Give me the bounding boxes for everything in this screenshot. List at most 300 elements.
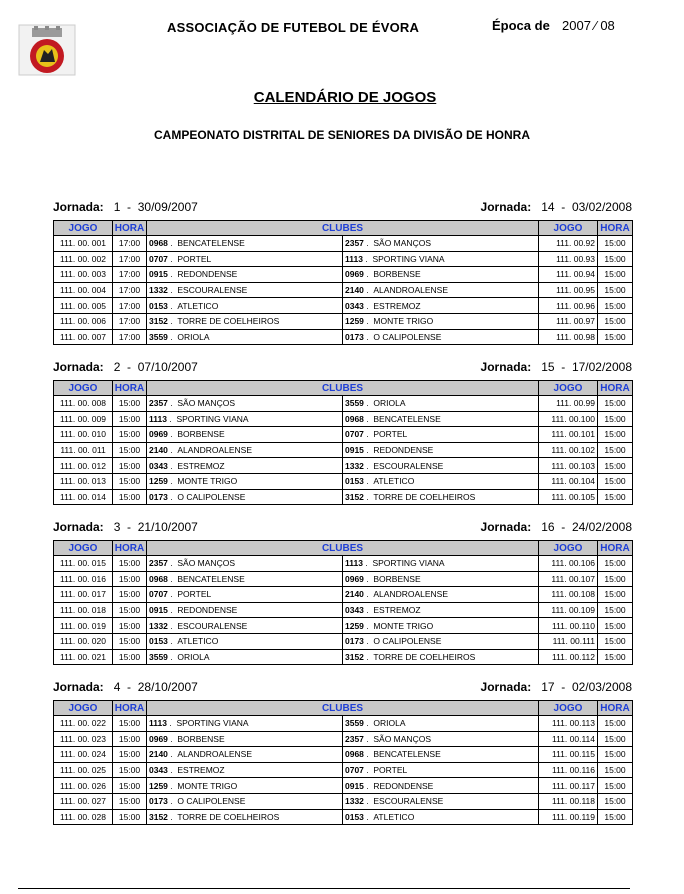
home-team: 1113 . SPORTING VIANA [147, 716, 343, 732]
away-club-code: 3152 [345, 651, 364, 662]
col-header-jogo-return: JOGO [539, 381, 598, 396]
home-club-code: 0968 [149, 573, 168, 584]
return-game-time: 15:00 [598, 329, 633, 345]
game-number: 111. 00. 018 [54, 602, 113, 618]
home-club-name: BENCATELENSE [177, 238, 245, 249]
home-club-code: 2357 [149, 558, 168, 569]
away-club-name: MONTE TRIGO [373, 316, 434, 327]
home-club-code: 0707 [149, 253, 168, 264]
away-team: 0343 . ESTREMOZ [343, 298, 539, 314]
games-table [53, 700, 633, 825]
table-row [54, 282, 633, 298]
jornada-date: 17/02/2008 [571, 360, 632, 374]
jornada-header [53, 200, 632, 220]
away-club-name: ALANDROALENSE [373, 285, 449, 296]
jornada-number: 16 [541, 520, 555, 534]
return-game-number: 111. 00.118 [539, 793, 598, 809]
away-team: 0968 . BENCATELENSE [343, 411, 539, 427]
return-game-number: 111. 00.94 [539, 267, 598, 283]
away-club-code: 0343 [345, 300, 364, 311]
jornada-number: 15 [541, 360, 555, 374]
game-time: 17:00 [113, 329, 147, 345]
home-club-code: 1259 [149, 780, 168, 791]
home-club-code: 0968 [149, 238, 168, 249]
home-team: 0915 . REDONDENSE [147, 267, 343, 283]
game-time: 15:00 [113, 716, 147, 732]
return-game-time: 15:00 [598, 587, 633, 603]
jornada-right: Jornada: 16 - 24/02/2008 [480, 520, 632, 534]
home-club-name: ORIOLA [177, 331, 210, 342]
away-team: 1332 . ESCOURALENSE [343, 793, 539, 809]
jornada-section [53, 520, 632, 665]
jornada-label: Jornada: [480, 200, 532, 214]
away-team: 0153 . ATLETICO [343, 809, 539, 825]
return-game-time: 15:00 [598, 809, 633, 825]
return-game-number: 111. 00.92 [539, 236, 598, 252]
home-team: 0153 . ATLETICO [147, 633, 343, 649]
away-team: 0968 . BENCATELENSE [343, 747, 539, 763]
jornada-number: 3 [113, 520, 121, 534]
table-row [54, 267, 633, 283]
jornada-header [53, 360, 632, 380]
away-club-code: 2140 [345, 285, 364, 296]
home-team: 0173 . O CALIPOLENSE [147, 793, 343, 809]
table-row [54, 442, 633, 458]
return-game-time: 15:00 [598, 793, 633, 809]
home-team: 2140 . ALANDROALENSE [147, 442, 343, 458]
away-team: 3559 . ORIOLA [343, 716, 539, 732]
jornada-date: 07/10/2007 [137, 360, 198, 374]
home-club-code: 3559 [149, 331, 168, 342]
home-club-name: MONTE TRIGO [177, 780, 238, 791]
away-club-name: ESTREMOZ [373, 300, 421, 311]
home-club-name: ORIOLA [177, 651, 210, 662]
return-game-number: 111. 00.93 [539, 251, 598, 267]
away-club-name: SPORTING VIANA [372, 558, 445, 569]
table-row [54, 251, 633, 267]
return-game-time: 15:00 [598, 251, 633, 267]
col-header-hora: HORA [113, 541, 147, 556]
game-time: 15:00 [113, 809, 147, 825]
game-time: 15:00 [113, 731, 147, 747]
home-club-name: ATLETICO [177, 300, 219, 311]
away-club-code: 0968 [345, 749, 364, 760]
game-number: 111. 00. 024 [54, 747, 113, 763]
away-team: 0915 . REDONDENSE [343, 442, 539, 458]
home-club-name: BORBENSE [177, 429, 225, 440]
home-club-code: 0153 [149, 300, 168, 311]
game-number: 111. 00. 001 [54, 236, 113, 252]
home-team: 0707 . PORTEL [147, 251, 343, 267]
return-game-time: 15:00 [598, 602, 633, 618]
game-time: 15:00 [113, 747, 147, 763]
home-team: 0343 . ESTREMOZ [147, 458, 343, 474]
home-team: 0173 . O CALIPOLENSE [147, 489, 343, 505]
home-team: 1332 . ESCOURALENSE [147, 618, 343, 634]
away-club-code: 0915 [345, 445, 364, 456]
return-game-number: 111. 00.112 [539, 649, 598, 665]
table-row [54, 602, 633, 618]
home-club-name: SÃO MANÇOS [177, 558, 235, 569]
game-time: 15:00 [113, 649, 147, 665]
away-club-name: ESCOURALENSE [373, 460, 444, 471]
return-game-time: 15:00 [598, 442, 633, 458]
table-row [54, 716, 633, 732]
jornada-section [53, 360, 632, 505]
home-club-name: PORTEL [177, 589, 212, 600]
return-game-number: 111. 00.95 [539, 282, 598, 298]
return-game-number: 111. 00.106 [539, 556, 598, 572]
jornada-right: Jornada: 15 - 17/02/2008 [480, 360, 632, 374]
jornada-left: Jornada: 3 - 21/10/2007 [53, 520, 198, 534]
away-club-name: O CALIPOLENSE [373, 636, 442, 647]
away-team: 0707 . PORTEL [343, 762, 539, 778]
away-club-code: 1113 [345, 558, 363, 569]
away-team: 0173 . O CALIPOLENSE [343, 329, 539, 345]
home-team: 3152 . TORRE DE COELHEIROS [147, 313, 343, 329]
home-club-code: 0707 [149, 589, 168, 600]
away-club-name: REDONDENSE [373, 445, 434, 456]
home-club-code: 0343 [149, 460, 168, 471]
game-number: 111. 00. 016 [54, 571, 113, 587]
game-time: 15:00 [113, 602, 147, 618]
home-club-code: 2357 [149, 398, 168, 409]
home-club-name: BENCATELENSE [177, 573, 245, 584]
away-club-name: BORBENSE [373, 269, 421, 280]
home-club-code: 0969 [149, 733, 168, 744]
game-number: 111. 00. 008 [54, 396, 113, 412]
home-club-name: PORTEL [177, 253, 212, 264]
return-game-time: 15:00 [598, 313, 633, 329]
col-header-clubes: CLUBES [147, 541, 539, 556]
home-club-name: ESCOURALENSE [177, 620, 248, 631]
home-club-code: 0173 [149, 796, 168, 807]
jornada-header [53, 680, 632, 700]
home-club-code: 2140 [149, 445, 168, 456]
return-game-time: 15:00 [598, 556, 633, 572]
home-club-name: REDONDENSE [177, 269, 238, 280]
away-team: 1259 . MONTE TRIGO [343, 618, 539, 634]
away-club-code: 0343 [345, 605, 364, 616]
game-number: 111. 00. 009 [54, 411, 113, 427]
home-club-code: 0173 [149, 491, 168, 502]
home-club-code: 3152 [149, 811, 168, 822]
game-number: 111. 00. 004 [54, 282, 113, 298]
home-club-code: 1113 [149, 718, 167, 729]
away-club-name: TORRE DE COELHEIROS [373, 491, 476, 502]
return-game-time: 15:00 [598, 396, 633, 412]
game-number: 111. 00. 002 [54, 251, 113, 267]
table-row [54, 649, 633, 665]
jornada-number: 1 [113, 200, 121, 214]
return-game-time: 15:00 [598, 649, 633, 665]
away-team: 2357 . SÃO MANÇOS [343, 236, 539, 252]
return-game-time: 15:00 [598, 427, 633, 443]
game-time: 15:00 [113, 411, 147, 427]
jornada-date: 30/09/2007 [137, 200, 198, 214]
jornada-right: Jornada: 14 - 03/02/2008 [480, 200, 632, 214]
table-row [54, 458, 633, 474]
away-team: 1332 . ESCOURALENSE [343, 458, 539, 474]
away-team: 3559 . ORIOLA [343, 396, 539, 412]
home-club-code: 3152 [149, 316, 168, 327]
away-team: 3152 . TORRE DE COELHEIROS [343, 649, 539, 665]
table-row [54, 236, 633, 252]
away-club-code: 0173 [345, 331, 364, 342]
home-club-name: TORRE DE COELHEIROS [177, 811, 280, 822]
return-game-number: 111. 00.107 [539, 571, 598, 587]
return-game-time: 15:00 [598, 747, 633, 763]
home-club-name: ESTREMOZ [177, 460, 225, 471]
away-club-code: 1332 [345, 796, 364, 807]
away-team: 0153 . ATLETICO [343, 473, 539, 489]
return-game-number: 111. 00.117 [539, 778, 598, 794]
games-table [53, 540, 633, 665]
away-club-name: SÃO MANÇOS [373, 733, 431, 744]
jornada-number: 14 [541, 200, 555, 214]
home-team: 2357 . SÃO MANÇOS [147, 396, 343, 412]
game-time: 15:00 [113, 762, 147, 778]
home-team: 0969 . BORBENSE [147, 427, 343, 443]
table-row [54, 618, 633, 634]
col-header-hora-return: HORA [598, 221, 633, 236]
table-row [54, 473, 633, 489]
away-team: 0173 . O CALIPOLENSE [343, 633, 539, 649]
game-number: 111. 00. 007 [54, 329, 113, 345]
game-time: 15:00 [113, 571, 147, 587]
away-club-code: 0707 [345, 765, 364, 776]
return-game-time: 15:00 [598, 762, 633, 778]
table-row [54, 793, 633, 809]
game-time: 15:00 [113, 556, 147, 572]
away-club-code: 0969 [345, 573, 364, 584]
game-number: 111. 00. 012 [54, 458, 113, 474]
return-game-number: 111. 00.104 [539, 473, 598, 489]
home-team: 1332 . ESCOURALENSE [147, 282, 343, 298]
away-club-code: 1259 [345, 620, 364, 631]
home-club-code: 0969 [149, 429, 168, 440]
away-team: 1113 . SPORTING VIANA [343, 251, 539, 267]
col-header-jogo: JOGO [54, 381, 113, 396]
away-club-name: O CALIPOLENSE [373, 331, 442, 342]
home-club-name: MONTE TRIGO [177, 476, 238, 487]
away-club-code: 2140 [345, 589, 364, 600]
home-team: 3559 . ORIOLA [147, 649, 343, 665]
games-table [53, 220, 633, 345]
return-game-number: 111. 00.114 [539, 731, 598, 747]
table-row [54, 809, 633, 825]
game-number: 111. 00. 020 [54, 633, 113, 649]
table-row [54, 747, 633, 763]
col-header-jogo: JOGO [54, 701, 113, 716]
away-team: 1259 . MONTE TRIGO [343, 313, 539, 329]
return-game-number: 111. 00.97 [539, 313, 598, 329]
return-game-time: 15:00 [598, 236, 633, 252]
home-club-name: TORRE DE COELHEIROS [177, 316, 280, 327]
return-game-number: 111. 00.105 [539, 489, 598, 505]
association-crest-logo [18, 24, 76, 76]
organization-name: ASSOCIAÇÃO DE FUTEBOL DE ÉVORA [167, 20, 420, 35]
game-time: 17:00 [113, 267, 147, 283]
return-game-time: 15:00 [598, 267, 633, 283]
jornada-date: 03/02/2008 [571, 200, 632, 214]
table-row [54, 571, 633, 587]
away-club-name: SÃO MANÇOS [373, 238, 431, 249]
home-team: 0343 . ESTREMOZ [147, 762, 343, 778]
away-team: 1113 . SPORTING VIANA [343, 556, 539, 572]
game-number: 111. 00. 028 [54, 809, 113, 825]
home-club-name: SÃO MANÇOS [177, 398, 235, 409]
footer-divider [18, 888, 630, 889]
away-club-name: BENCATELENSE [373, 749, 441, 760]
return-game-time: 15:00 [598, 298, 633, 314]
return-game-time: 15:00 [598, 458, 633, 474]
away-club-name: ALANDROALENSE [373, 589, 449, 600]
return-game-number: 111. 00.103 [539, 458, 598, 474]
jornada-label: Jornada: [53, 360, 104, 374]
home-club-name: ESCOURALENSE [177, 285, 248, 296]
game-time: 15:00 [113, 427, 147, 443]
home-club-code: 1259 [149, 476, 168, 487]
game-number: 111. 00. 003 [54, 267, 113, 283]
table-row [54, 298, 633, 314]
jornada-date: 21/10/2007 [137, 520, 198, 534]
jornada-number: 2 [113, 360, 121, 374]
return-game-number: 111. 00.108 [539, 587, 598, 603]
col-header-clubes: CLUBES [147, 381, 539, 396]
return-game-time: 15:00 [598, 618, 633, 634]
table-row [54, 329, 633, 345]
return-game-time: 15:00 [598, 411, 633, 427]
home-team: 3152 . TORRE DE COELHEIROS [147, 809, 343, 825]
away-club-code: 0153 [345, 811, 364, 822]
return-game-number: 111. 00.99 [539, 396, 598, 412]
col-header-clubes: CLUBES [147, 701, 539, 716]
away-club-code: 3559 [345, 398, 364, 409]
away-team: 2140 . ALANDROALENSE [343, 282, 539, 298]
home-club-code: 1113 [149, 413, 167, 424]
table-header-row [54, 381, 633, 396]
page-title: CALENDÁRIO DE JOGOS [253, 89, 437, 106]
away-club-code: 3152 [345, 491, 364, 502]
jornada-section [53, 200, 632, 345]
home-club-code: 0343 [149, 765, 168, 776]
game-time: 15:00 [113, 587, 147, 603]
jornada-left: Jornada: 1 - 30/09/2007 [53, 200, 198, 214]
return-game-time: 15:00 [598, 716, 633, 732]
table-row [54, 313, 633, 329]
jornada-number: 17 [541, 680, 555, 694]
game-time: 17:00 [113, 236, 147, 252]
game-time: 15:00 [113, 489, 147, 505]
away-team: 0969 . BORBENSE [343, 571, 539, 587]
table-row [54, 778, 633, 794]
home-team: 1259 . MONTE TRIGO [147, 473, 343, 489]
col-header-hora-return: HORA [598, 381, 633, 396]
home-team: 2140 . ALANDROALENSE [147, 747, 343, 763]
away-team: 0707 . PORTEL [343, 427, 539, 443]
home-club-name: SPORTING VIANA [176, 718, 249, 729]
return-game-number: 111. 00.98 [539, 329, 598, 345]
away-team: 2140 . ALANDROALENSE [343, 587, 539, 603]
return-game-number: 111. 00.100 [539, 411, 598, 427]
game-time: 15:00 [113, 442, 147, 458]
game-time: 17:00 [113, 298, 147, 314]
table-row [54, 396, 633, 412]
home-team: 0968 . BENCATELENSE [147, 236, 343, 252]
col-header-clubes: CLUBES [147, 221, 539, 236]
col-header-hora: HORA [113, 381, 147, 396]
col-header-hora: HORA [113, 701, 147, 716]
home-club-name: ESTREMOZ [177, 765, 225, 776]
table-header-row [54, 701, 633, 716]
return-game-number: 111. 00.119 [539, 809, 598, 825]
away-club-name: BENCATELENSE [373, 413, 441, 424]
return-game-number: 111. 00.102 [539, 442, 598, 458]
game-number: 111. 00. 025 [54, 762, 113, 778]
home-club-code: 0915 [149, 605, 168, 616]
home-club-name: O CALIPOLENSE [177, 491, 246, 502]
home-club-code: 3559 [149, 651, 168, 662]
game-time: 15:00 [113, 618, 147, 634]
game-number: 111. 00. 014 [54, 489, 113, 505]
home-club-code: 0915 [149, 269, 168, 280]
away-club-name: ORIOLA [373, 718, 406, 729]
away-club-name: ESCOURALENSE [373, 796, 444, 807]
game-time: 15:00 [113, 458, 147, 474]
return-game-time: 15:00 [598, 571, 633, 587]
game-number: 111. 00. 013 [54, 473, 113, 489]
away-club-code: 2357 [345, 238, 364, 249]
home-club-name: ALANDROALENSE [177, 749, 253, 760]
table-header-row [54, 541, 633, 556]
table-row [54, 633, 633, 649]
table-row [54, 489, 633, 505]
game-number: 111. 00. 019 [54, 618, 113, 634]
jornada-label: Jornada: [480, 360, 532, 374]
return-game-time: 15:00 [598, 473, 633, 489]
away-club-name: BORBENSE [373, 573, 421, 584]
home-club-name: SPORTING VIANA [176, 413, 249, 424]
game-number: 111. 00. 023 [54, 731, 113, 747]
jornada-date: 02/03/2008 [571, 680, 632, 694]
away-club-name: ESTREMOZ [373, 605, 421, 616]
return-game-time: 15:00 [598, 731, 633, 747]
jornada-right: Jornada: 17 - 02/03/2008 [480, 680, 632, 694]
game-time: 17:00 [113, 251, 147, 267]
game-number: 111. 00. 027 [54, 793, 113, 809]
table-row [54, 731, 633, 747]
return-game-number: 111. 00.111 [539, 633, 598, 649]
game-time: 17:00 [113, 282, 147, 298]
table-row [54, 411, 633, 427]
away-club-name: ORIOLA [373, 398, 406, 409]
home-club-name: O CALIPOLENSE [177, 796, 246, 807]
away-club-name: ATLETICO [373, 476, 415, 487]
game-number: 111. 00. 015 [54, 556, 113, 572]
table-row [54, 556, 633, 572]
col-header-jogo: JOGO [54, 541, 113, 556]
jornada-left: Jornada: 4 - 28/10/2007 [53, 680, 198, 694]
home-club-name: ALANDROALENSE [177, 445, 253, 456]
page-subtitle: CAMPEONATO DISTRITAL DE SENIORES DA DIVISÃO DE HONRA [153, 128, 531, 142]
home-team: 0153 . ATLETICO [147, 298, 343, 314]
away-team: 0915 . REDONDENSE [343, 778, 539, 794]
away-club-code: 0915 [345, 780, 364, 791]
away-club-code: 0968 [345, 413, 364, 424]
return-game-time: 15:00 [598, 489, 633, 505]
season-label: Época de [492, 18, 550, 33]
